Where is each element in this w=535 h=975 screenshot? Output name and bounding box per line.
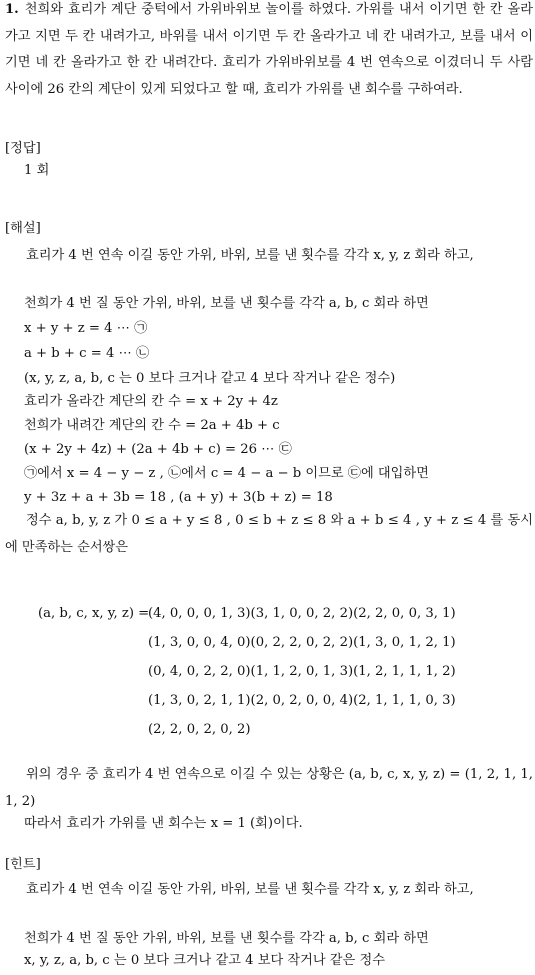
answer-label: [정답] — [5, 141, 41, 156]
solution-line: x + y + z = 4 ⋯ ㉠ — [24, 321, 148, 336]
tuple-row: (1, 3, 0, 0, 4, 0)(0, 2, 2, 0, 2, 2)(1, 3, 0, 1, 2, 1) — [148, 635, 456, 650]
solution-line: a + b + c = 4 ⋯ ㉡ — [24, 346, 150, 361]
tuple-lhs: (a, b, c, x, y, z) = — [38, 606, 150, 621]
solution-condition: 정수 a, b, y, z 가 0 ≤ a + y ≤ 8 , 0 ≤ b + z ≤ 8 와 a + b ≤ 4 , y + z ≤ 4 를 동시에 만족하는 순서쌍은 — [5, 513, 533, 555]
problem-number: 1. — [5, 2, 19, 17]
solution-conclusion: 따라서 효리가 가위를 낸 회수는 x = 1 (회)이다. — [24, 816, 303, 831]
hint-line-3: x, y, z, a, b, c 는 0 보다 크거나 같고 4 보다 작거나 같은 정수 — [24, 953, 385, 968]
problem-statement — [5, 0, 533, 103]
solution-line: y + 3z + a + 3b = 18 , (a + y) + 3(b + z) = 18 — [24, 490, 333, 505]
solution-line: (x, y, z, a, b, c 는 0 보다 크거나 같고 4 보다 작거나 같은 정수) — [24, 371, 396, 386]
solution-line: 천희가 내려간 계단의 칸 수 = 2a + 4b + c — [24, 418, 280, 433]
solution-line: (x + 2y + 4z) + (2a + 4b + c) = 26 ⋯ ㉢ — [24, 442, 292, 457]
solution-line: ㉠에서 x = 4 − y − z , ㉡에서 c = 4 − a − b 이므로 ㉢에 대입하면 — [24, 466, 429, 481]
hint-line-2: 천희가 4 번 질 동안 가위, 바위, 보를 낸 횟수를 각각 a, b, c 회라 하면 — [24, 931, 429, 946]
solution-label: [해설] — [5, 221, 41, 236]
hint-label: [힌트] — [5, 857, 41, 872]
answer-value: 1 회 — [24, 163, 50, 178]
tuple-row: (0, 4, 0, 2, 2, 0)(1, 1, 2, 0, 1, 3)(1, 2, 1, 1, 1, 2) — [148, 664, 456, 679]
solution-intro-1: 효리가 4 번 연속 이길 동안 가위, 바위, 보를 낸 횟수를 각각 x, y, z 회라 하고, — [26, 248, 474, 263]
tuple-row: (2, 2, 0, 2, 0, 2) — [148, 722, 251, 737]
problem-text: 천희와 효리가 계단 중턱에서 가위바위보 놀이를 하였다. 가위를 내서 이기면 한 칸 올라가고 지면 두 칸 내려가고, 바위를 내서 이기면 두 칸 올라가고 네 칸 내려가고, 보를 내서 이기면 네 칸 올라가고 한 칸 내려간다. 효리가 가위바위보를 4 번 연속으로 이겼더니 두 사람 사이에 26 칸의 계단이 있게 되었다고 할 때, 효리가 가위를 낸 회수를 구하여라. — [5, 2, 533, 97]
hint-line-1: 효리가 4 번 연속 이길 동안 가위, 바위, 보를 낸 횟수를 각각 x, y, z 회라 하고, — [26, 882, 474, 897]
solution-result: 위의 경우 중 효리가 4 번 연속으로 이길 수 있는 상황은 (a, b, c, x, y, z) = (1, 2, 1, 1, 1, 2) — [5, 767, 533, 809]
tuple-row: (4, 0, 0, 0, 1, 3)(3, 1, 0, 0, 2, 2)(2, 2, 0, 0, 3, 1) — [148, 606, 456, 621]
solution-line: 효리가 올라간 계단의 칸 수 = x + 2y + 4z — [24, 394, 278, 409]
tuple-row: (1, 3, 0, 2, 1, 1)(2, 0, 2, 0, 0, 4)(2, 1, 1, 1, 0, 3) — [148, 693, 456, 708]
solution-intro-2: 천희가 4 번 질 동안 가위, 바위, 보를 낸 횟수를 각각 a, b, c 회라 하면 — [24, 296, 429, 311]
